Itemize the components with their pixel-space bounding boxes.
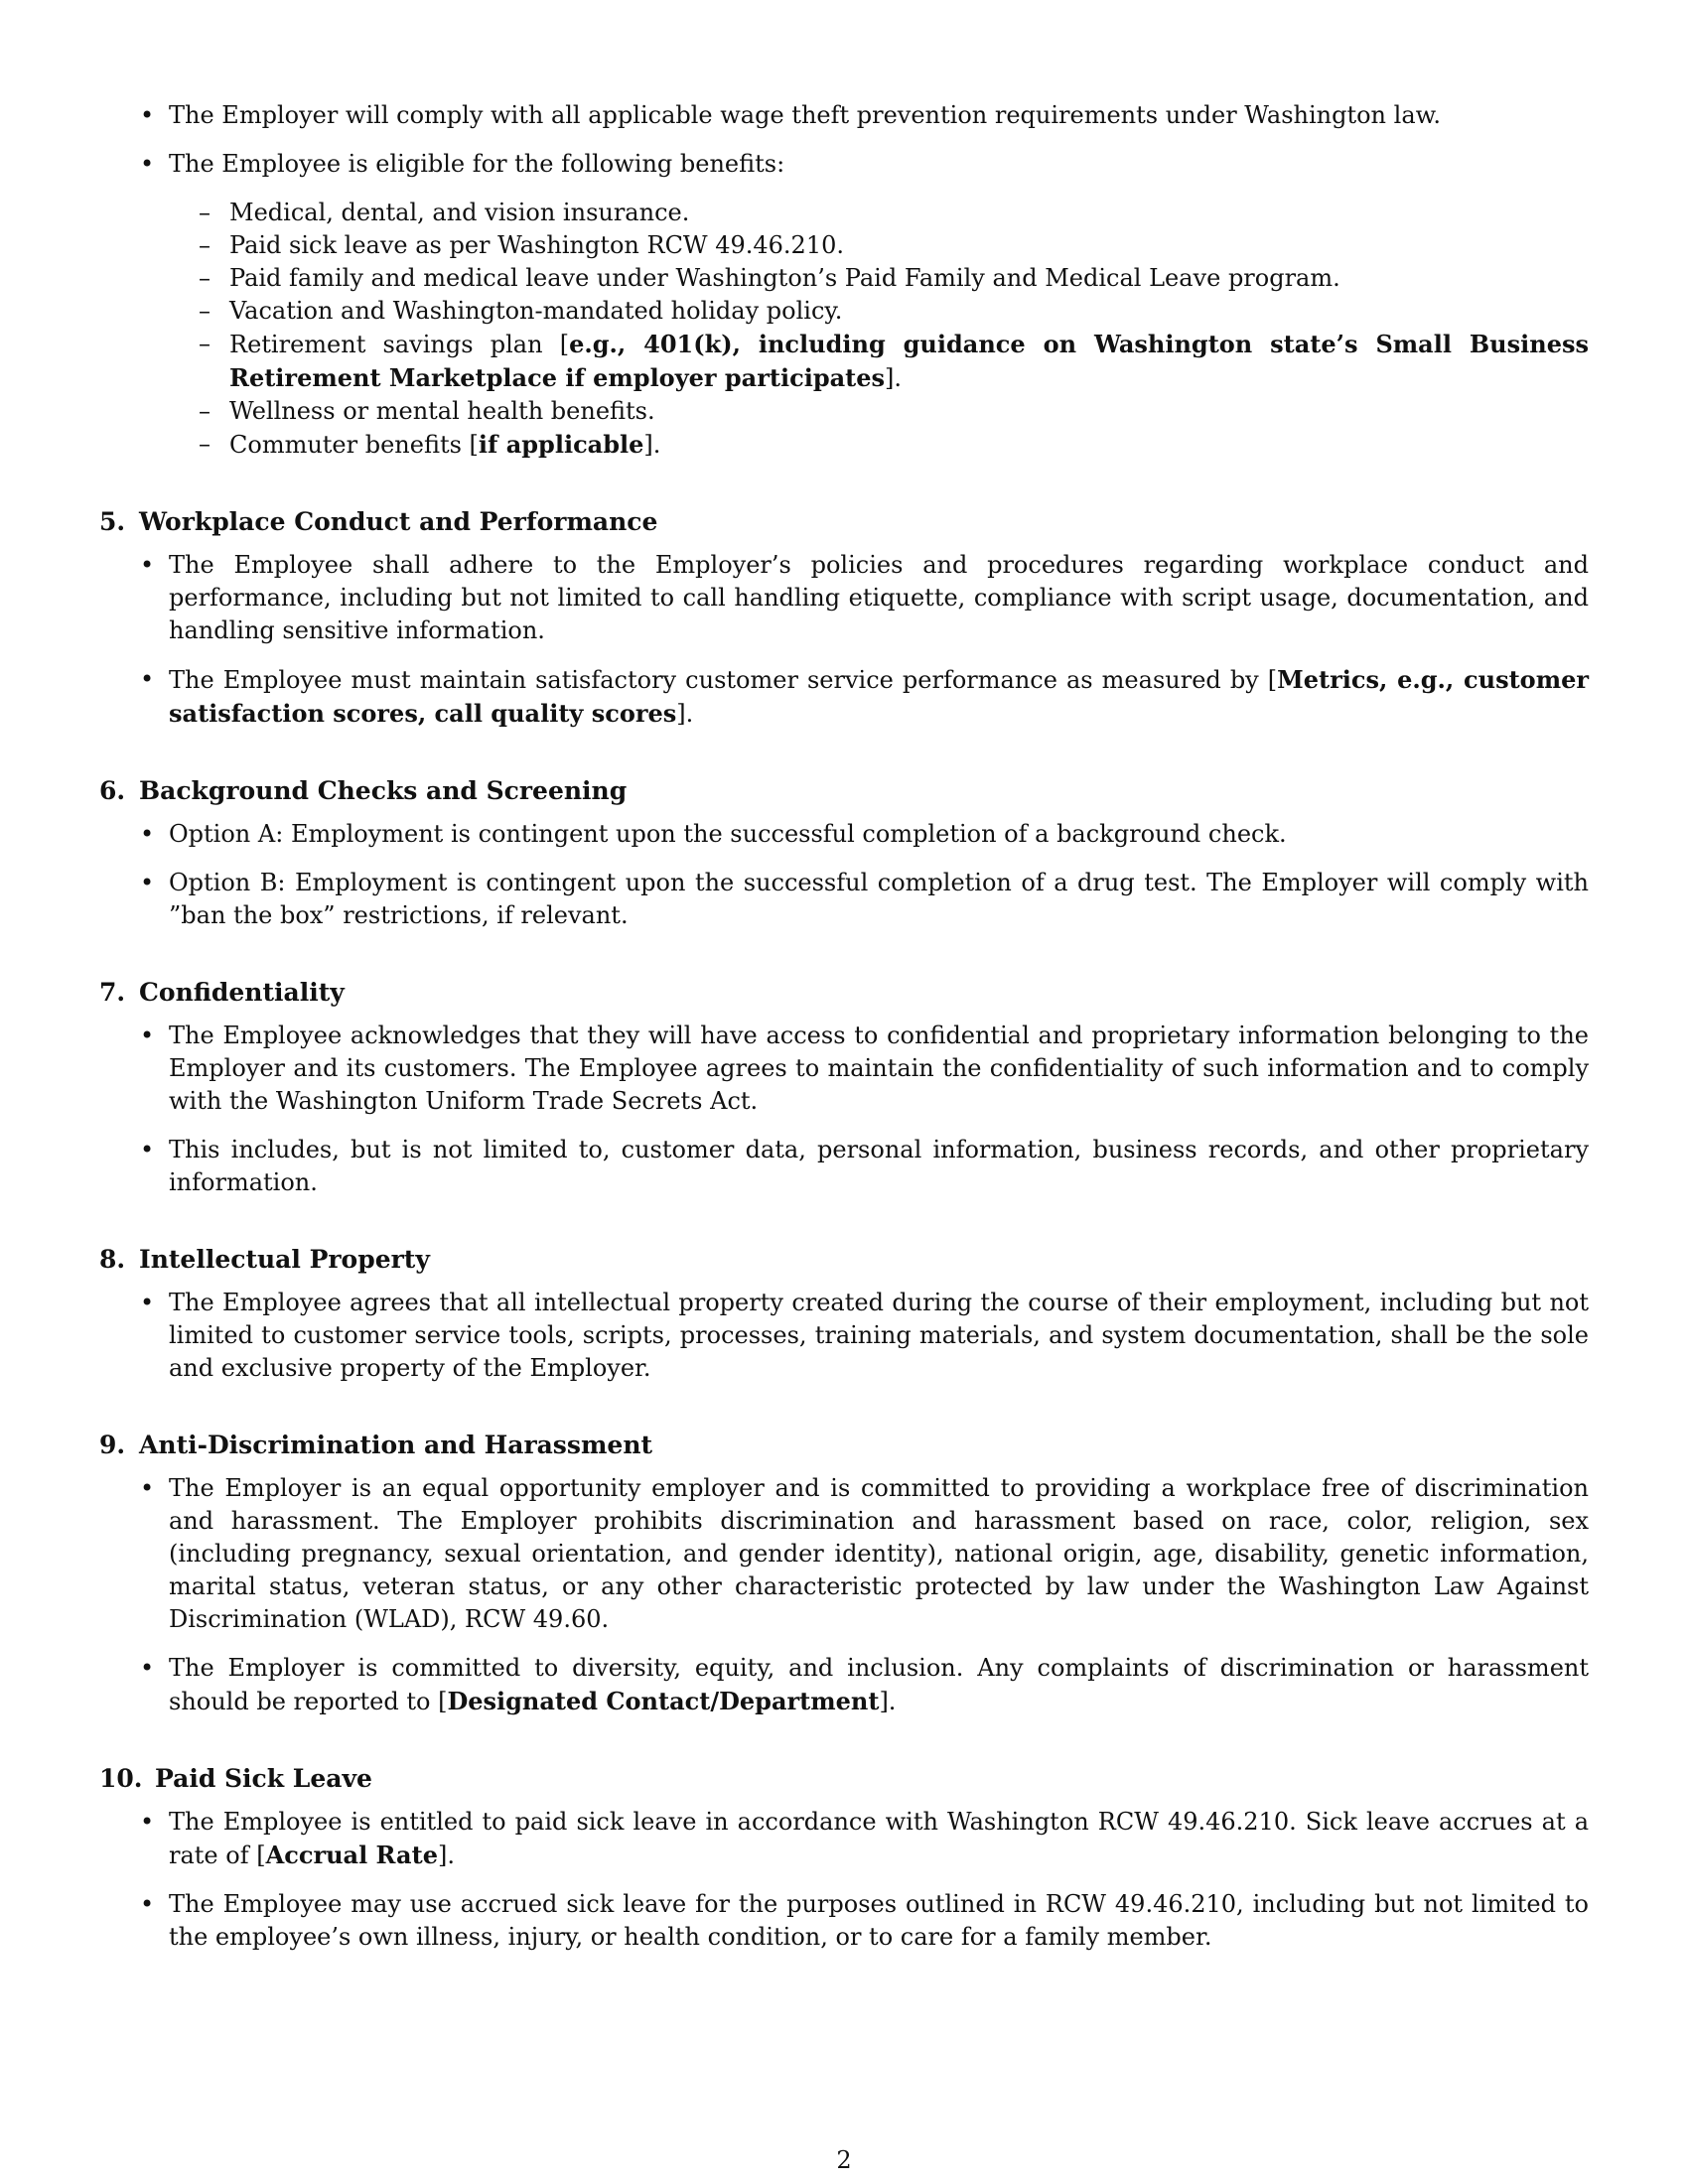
section-anti-discrimination	[99, 1429, 1589, 1718]
section-heading	[99, 774, 1589, 807]
dash-icon: –	[199, 297, 211, 325]
section-heading	[99, 1762, 1589, 1795]
section-bullet-list	[99, 1287, 1589, 1385]
list-item	[99, 663, 1589, 731]
bullet-text: The Employer is an equal opportunity employer and is committed to providing a workplace free of discrimination and harassment. The Employer prohibits discrimination and harassment based on race, color, religion, sex (including pregnancy, sexual orientation, and gender identity), national origin, age, disability, genetic information, marital status, veteran status, or any other characteristic protected by law under the Washington Law Against Discrimination (WLAD), RCW 49.60.	[169, 1474, 1589, 1633]
section-title: Confidentiality	[139, 978, 345, 1007]
bullet-text: The Employer is committed to diversity, equity, and inclusion. Any complaints of discrimination or harassment should be reported to [	[169, 1654, 1589, 1715]
section-intellectual-property	[99, 1243, 1589, 1385]
benefit-text: Wellness or mental health benefits.	[229, 397, 655, 425]
list-item	[99, 1806, 1589, 1872]
bullet-icon: •	[140, 101, 155, 129]
benefit-text: ].	[885, 364, 903, 392]
section-title: Paid Sick Leave	[155, 1764, 372, 1793]
bullet-icon: •	[140, 1289, 155, 1316]
list-item	[99, 1472, 1589, 1636]
bullet-text: The Employee acknowledges that they will have access to confidential and proprietary information belonging to the Employer and its customers. The Employee agrees to maintain the confidentiality of such information and to comply with the Washington Uniform Trade Secrets Act.	[169, 1022, 1589, 1115]
benefit-text: Commuter benefits [	[229, 431, 479, 459]
benefit-text: Paid sick leave as per Washington RCW 49.46.210.	[229, 231, 844, 259]
section-number: 6.	[99, 776, 126, 805]
bullet-text: ].	[676, 700, 694, 728]
bullet-text: ].	[879, 1688, 897, 1715]
bullet-icon: •	[140, 820, 155, 848]
bullet-icon: •	[140, 551, 155, 579]
section-background-checks	[99, 774, 1589, 932]
list-item	[99, 1020, 1589, 1118]
list-item	[99, 1134, 1589, 1199]
bullet-icon: •	[140, 665, 155, 693]
section-heading	[99, 505, 1589, 538]
bullet-text: The Employee is eligible for the following benefits:	[169, 150, 785, 178]
section-title: Anti-Discrimination and Harassment	[139, 1431, 653, 1459]
section-paid-sick-leave	[99, 1762, 1589, 1954]
bullet-text: The Employee may use accrued sick leave for the purposes outlined in RCW 49.46.210, including but not limited to the employee’s own illness, injury, or health condition, or to care for a family member.	[169, 1890, 1589, 1951]
benefit-text: Medical, dental, and vision insurance.	[229, 199, 690, 226]
list-item	[99, 1652, 1589, 1718]
section-heading	[99, 976, 1589, 1009]
bullet-icon: •	[140, 869, 155, 896]
list-item	[99, 1888, 1589, 1954]
benefit-item	[169, 395, 1589, 428]
bullet-text: The Employee is entitled to paid sick leave in accordance with Washington RCW 49.46.210. Sick leave accrues at a rate of [	[169, 1808, 1589, 1869]
dash-icon: –	[199, 330, 211, 357]
section-number: 10.	[99, 1764, 143, 1793]
bullet-icon: •	[140, 1890, 155, 1918]
section-number: 9.	[99, 1431, 126, 1459]
benefit-item	[169, 328, 1589, 395]
bullet-text: The Employee shall adhere to the Employer’s policies and procedures regarding workplace conduct and performance, including but not limited to call handling etiquette, compliance with script usage, documentation, and handling sensitive information.	[169, 551, 1589, 644]
list-item	[99, 867, 1589, 932]
section-number: 7.	[99, 978, 126, 1007]
section-confidentiality	[99, 976, 1589, 1199]
bullet-text: Option A: Employment is contingent upon the successful completion of a background check.	[169, 820, 1287, 848]
section-bullet-list	[99, 549, 1589, 731]
section-bullet-list	[99, 1472, 1589, 1718]
bullet-icon: •	[140, 1136, 155, 1163]
dash-icon: –	[199, 231, 211, 259]
placeholder-text: Metrics, e.g., customer satisfaction scores, call quality scores	[169, 665, 1590, 728]
benefit-item	[169, 262, 1589, 295]
bullet-icon: •	[140, 150, 155, 178]
dash-icon: –	[199, 264, 211, 292]
benefit-text: Paid family and medical leave under Washington’s Paid Family and Medical Leave program.	[229, 264, 1340, 292]
section-number: 5.	[99, 507, 126, 536]
benefit-text: Retirement savings plan [	[229, 331, 570, 358]
bullet-icon: •	[140, 1808, 155, 1836]
benefit-item	[169, 197, 1589, 229]
list-item	[99, 148, 1589, 462]
placeholder-text: if applicable	[478, 430, 644, 459]
benefit-text: ].	[643, 431, 661, 459]
placeholder-text: Accrual Rate	[265, 1841, 438, 1869]
section-bullet-list	[99, 1020, 1589, 1199]
list-item	[99, 549, 1589, 647]
section-workplace-conduct	[99, 505, 1589, 731]
bullet-icon: •	[140, 1474, 155, 1502]
list-item	[99, 1287, 1589, 1385]
intro-bullet-list	[99, 99, 1589, 462]
benefit-item	[169, 428, 1589, 462]
section-bullet-list	[99, 818, 1589, 932]
bullet-text: This includes, but is not limited to, customer data, personal information, business records, and other proprietary information.	[169, 1136, 1589, 1196]
section-title: Background Checks and Screening	[139, 776, 628, 805]
dash-icon: –	[199, 397, 211, 425]
section-bullet-list	[99, 1806, 1589, 1954]
document-page	[99, 99, 1589, 1970]
section-title: Intellectual Property	[139, 1245, 430, 1274]
list-item	[99, 818, 1589, 851]
benefits-list	[169, 197, 1589, 462]
section-heading	[99, 1243, 1589, 1276]
list-item	[99, 99, 1589, 132]
dash-icon: –	[199, 430, 211, 458]
bullet-icon: •	[140, 1654, 155, 1682]
bullet-text: Option B: Employment is contingent upon the successful completion of a drug test. The Employer will comply with ”ban the box” restrictions, if relevant.	[169, 869, 1589, 929]
page-number: 2	[836, 2146, 852, 2174]
bullet-icon: •	[140, 1022, 155, 1049]
benefit-item	[169, 229, 1589, 262]
bullet-text: The Employer will comply with all applicable wage theft prevention requirements under Washington law.	[169, 101, 1441, 129]
placeholder-text: e.g., 401(k), including guidance on Washington state’s Small Business Retirement Marketplace if employer participates	[229, 330, 1589, 392]
section-title: Workplace Conduct and Performance	[139, 507, 658, 536]
bullet-text: The Employee agrees that all intellectual property created during the course of their employment, including but not limited to customer service tools, scripts, processes, training materials, and system documentation, shall be the sole and exclusive property of the Employer.	[169, 1289, 1589, 1382]
bullet-text: ].	[437, 1842, 455, 1869]
section-number: 8.	[99, 1245, 126, 1274]
benefit-text: Vacation and Washington-mandated holiday policy.	[229, 297, 843, 325]
section-heading	[99, 1429, 1589, 1461]
dash-icon: –	[199, 199, 211, 226]
benefit-item	[169, 295, 1589, 328]
placeholder-text: Designated Contact/Department	[447, 1687, 880, 1715]
bullet-text: The Employee must maintain satisfactory customer service performance as measured by [	[169, 666, 1278, 694]
